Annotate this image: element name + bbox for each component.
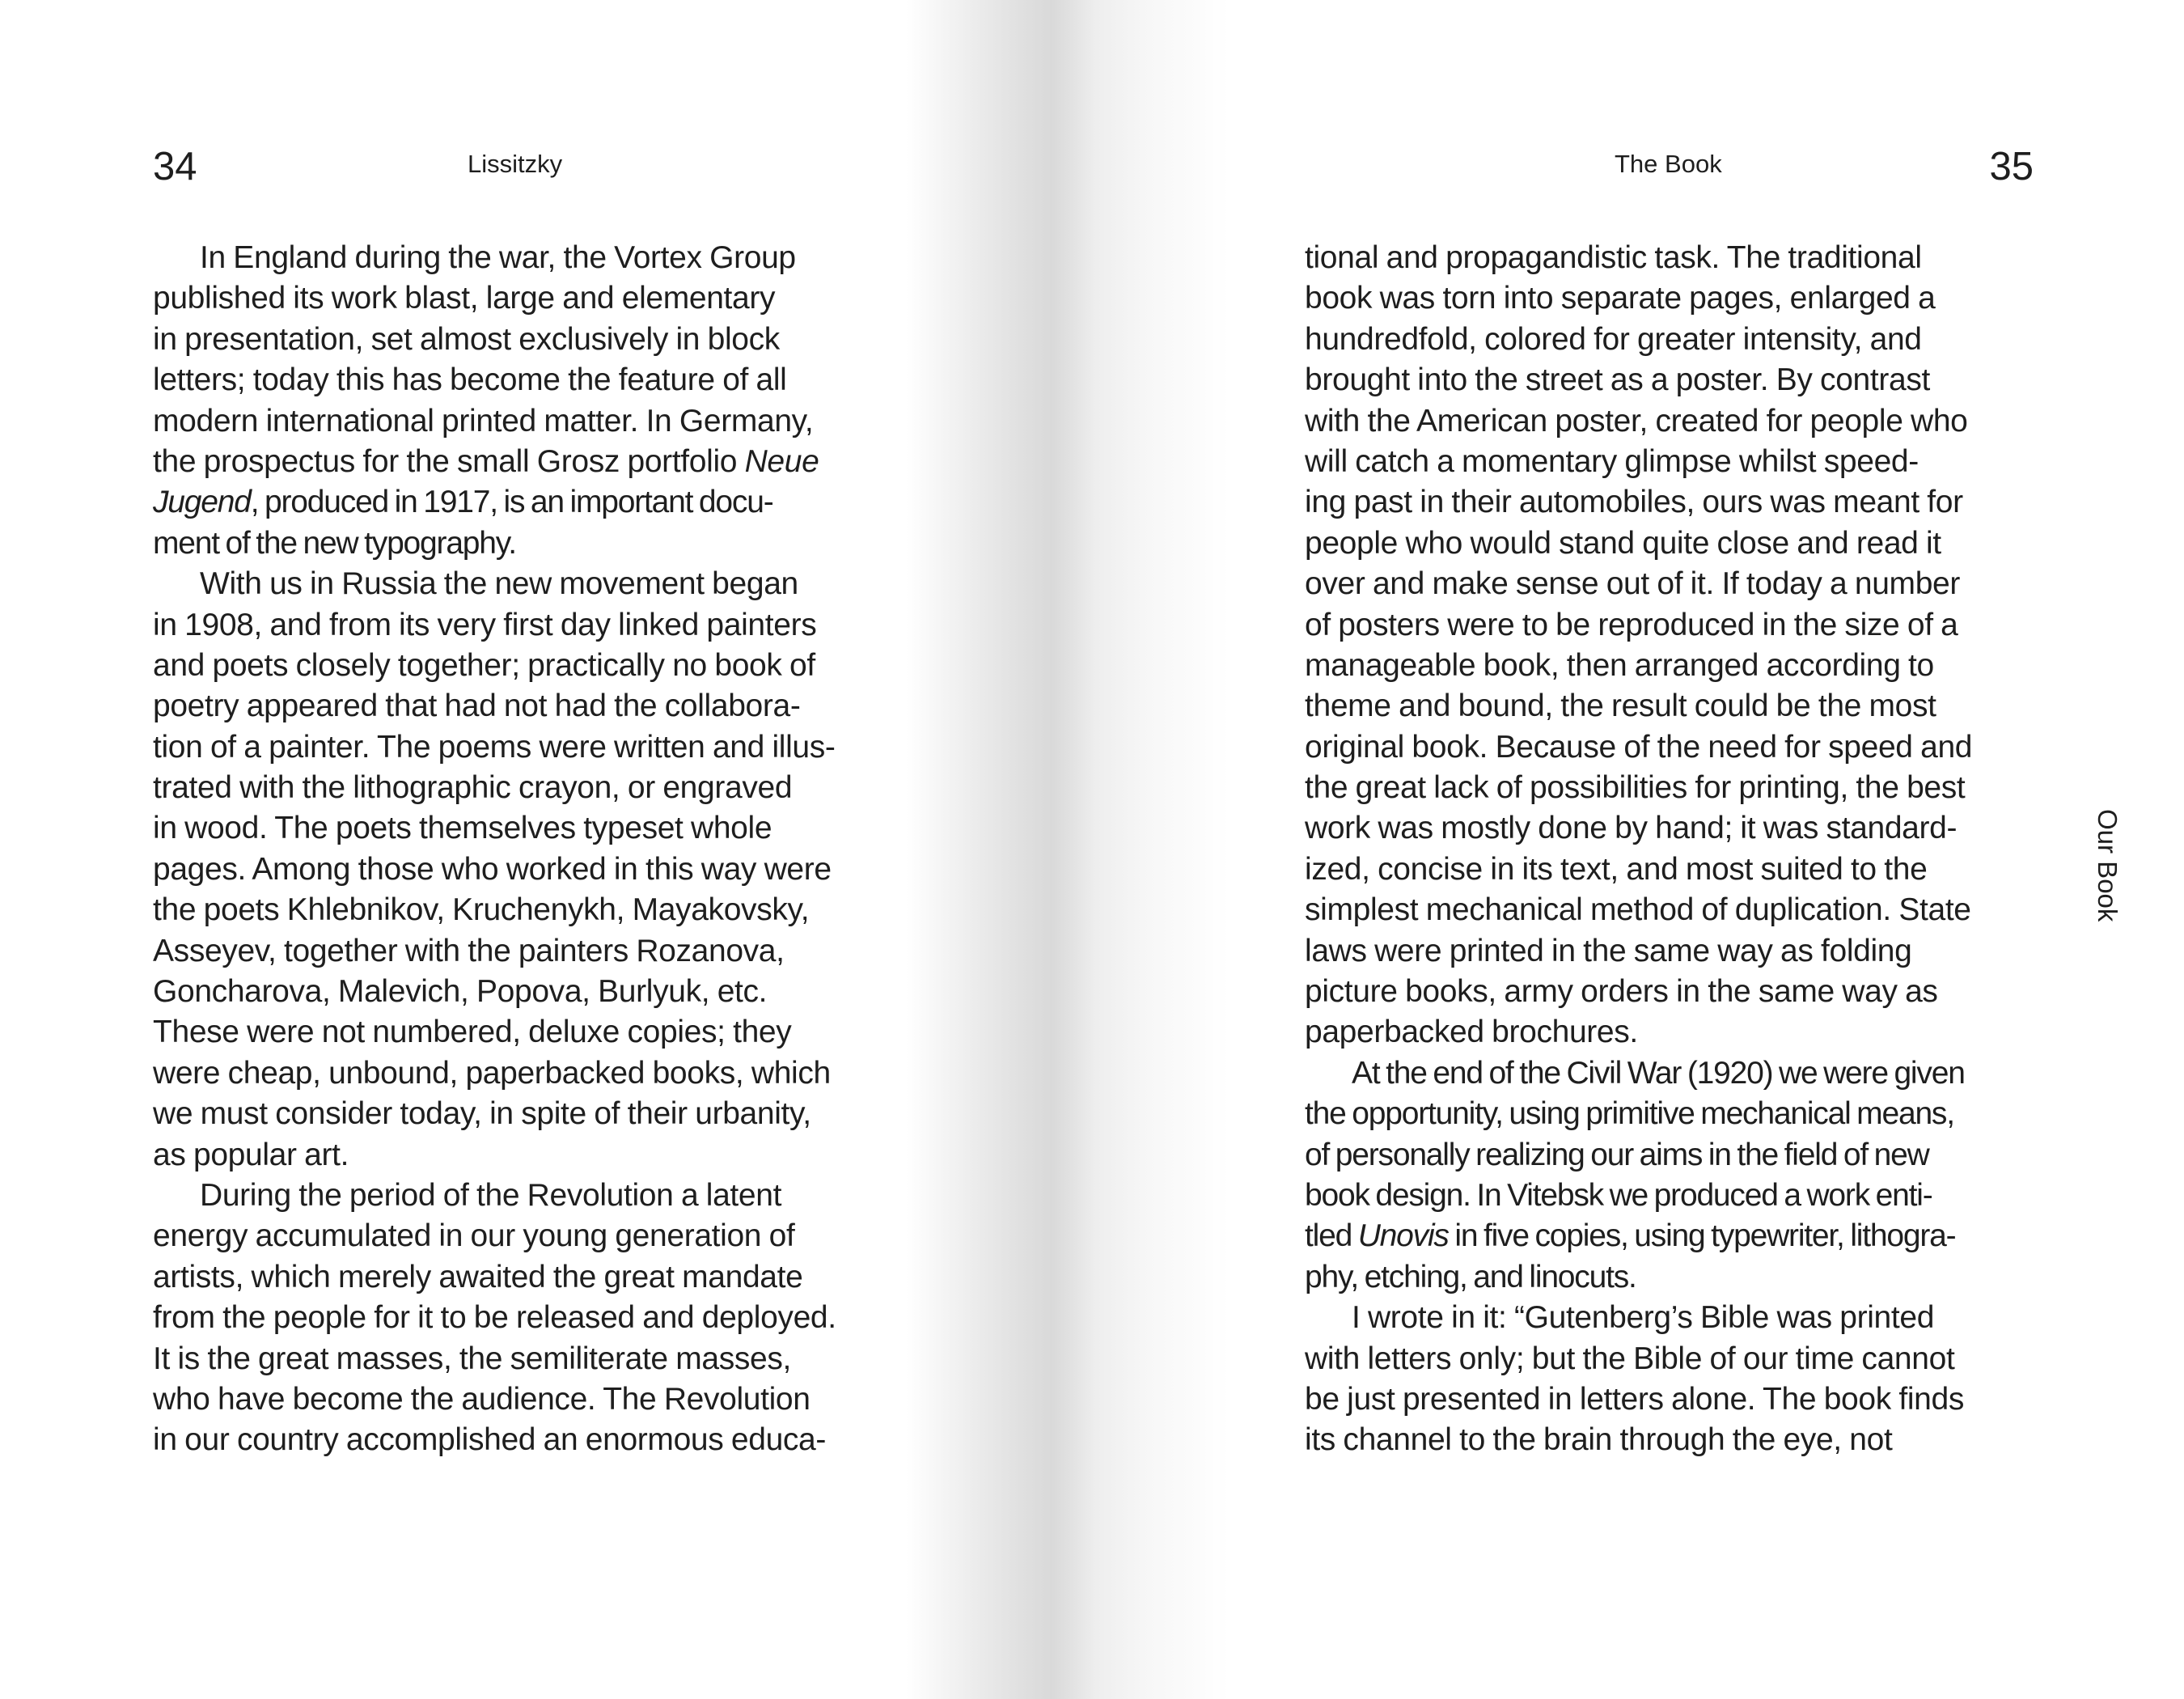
text-line: of posters were to be reproduced in the size of a bbox=[1305, 607, 1958, 642]
text-line: These were not numbered, deluxe copies; they bbox=[153, 1015, 792, 1050]
text-line: ment of the new typography. bbox=[153, 525, 516, 561]
text-line: the great lack of possibilities for printing, the best bbox=[1305, 770, 1966, 806]
text-line: from the people for it to be released and deployed. bbox=[153, 1300, 836, 1336]
right-running-head: The Book bbox=[1615, 150, 1722, 178]
text-line: At the end of the Civil War (1920) we were given bbox=[1352, 1055, 1965, 1091]
italic-title: Neue bbox=[744, 443, 819, 479]
left-running-head: Lissitzky bbox=[468, 150, 563, 178]
italic-title: Unovis bbox=[1357, 1218, 1449, 1254]
text-line: ized, concise in its text, and most suited to the bbox=[1305, 851, 1928, 887]
text-line: picture books, army orders in the same way as bbox=[1305, 974, 1938, 1010]
left-page-number: 34 bbox=[153, 145, 197, 189]
italic-title: Jugend bbox=[153, 485, 251, 520]
text-line bbox=[153, 482, 913, 523]
text-line: work was mostly done by hand; it was standard- bbox=[1305, 811, 1958, 846]
text-line: brought into the street as a poster. By contrast bbox=[1305, 362, 1930, 398]
text-line: in 1908, and from its very first day linked painters bbox=[153, 607, 817, 642]
text-line: letters; today this has become the feature of all bbox=[153, 362, 787, 398]
text-line: in our country accomplished an enormous educa- bbox=[153, 1422, 827, 1458]
text-line: were cheap, unbound, paperbacked books, which bbox=[153, 1055, 831, 1091]
text-line: Asseyev, together with the painters Rozanova, bbox=[153, 933, 785, 968]
text-line: with the American poster, created for people who bbox=[1305, 403, 1968, 439]
text-line: Goncharova, Malevich, Popova, Burlyuk, etc. bbox=[153, 974, 768, 1010]
text-line: modern international printed matter. In Germany, bbox=[153, 403, 814, 439]
text-line: I wrote in it: “Gutenberg’s Bible was printed bbox=[1352, 1300, 1935, 1336]
text-line: as popular art. bbox=[153, 1137, 349, 1172]
text-line: It is the great masses, the semiliterate masses, bbox=[153, 1341, 792, 1376]
text-line: trated with the lithographic crayon, or engraved bbox=[153, 770, 793, 806]
text-line: in presentation, set almost exclusively in block bbox=[153, 321, 780, 357]
right-page-number: 35 bbox=[1989, 145, 2034, 189]
text-line bbox=[153, 442, 913, 482]
text-line: With us in Russia the new movement began bbox=[200, 566, 798, 602]
text-line: phy, etching, and linocuts. bbox=[1305, 1259, 1636, 1294]
text-line: the poets Khlebnikov, Kruchenykh, Mayakovsky, bbox=[153, 892, 810, 928]
text-run: the prospectus for the small Grosz portfolio bbox=[153, 443, 745, 479]
text-line: over and make sense out of it. If today a number bbox=[1305, 566, 1961, 602]
text-run: tled bbox=[1305, 1218, 1358, 1254]
text-line: paperbacked brochures. bbox=[1305, 1015, 1638, 1050]
text-line: tional and propagandistic task. The traditional bbox=[1305, 240, 1922, 275]
text-line: In England during the war, the Vortex Group bbox=[200, 240, 796, 275]
text-line: in wood. The poets themselves typeset whole bbox=[153, 811, 772, 846]
text-line: pages. Among those who worked in this way were bbox=[153, 851, 832, 887]
text-line: tion of a painter. The poems were written and illus- bbox=[153, 729, 836, 765]
right-page-text bbox=[1305, 238, 2065, 1461]
text-line: with letters only; but the Bible of our time cannot bbox=[1305, 1341, 1955, 1376]
text-line: the opportunity, using primitive mechanical means, bbox=[1305, 1096, 1954, 1132]
text-run: , produced in 1917, is an important docu- bbox=[250, 485, 773, 520]
text-line: book design. In Vitebsk we produced a work enti- bbox=[1305, 1177, 1932, 1213]
text-run: in five copies, using typewriter, lithogra- bbox=[1448, 1218, 1956, 1254]
text-line: energy accumulated in our young generation of bbox=[153, 1218, 795, 1254]
text-line: published its work blast, large and elementary bbox=[153, 281, 776, 316]
text-line: we must consider today, in spite of their urbanity, bbox=[153, 1096, 811, 1132]
text-line: poetry appeared that had not had the collabora- bbox=[153, 688, 801, 724]
text-line: laws were printed in the same way as folding bbox=[1305, 933, 1912, 968]
text-line: manageable book, then arranged according to bbox=[1305, 647, 1934, 683]
left-page-text bbox=[153, 238, 913, 1461]
text-line: and poets closely together; practically no book of bbox=[153, 647, 815, 683]
text-line: artists, which merely awaited the great mandate bbox=[153, 1259, 803, 1294]
text-line: During the period of the Revolution a latent bbox=[200, 1177, 782, 1213]
text-line bbox=[1305, 1216, 2065, 1256]
text-line: book was torn into separate pages, enlarged a bbox=[1305, 281, 1936, 316]
text-line: simplest mechanical method of duplication. State bbox=[1305, 892, 1971, 928]
text-line: its channel to the brain through the eye, not bbox=[1305, 1422, 1893, 1458]
section-side-tab: Our Book bbox=[2093, 809, 2123, 922]
text-line: will catch a momentary glimpse whilst speed- bbox=[1305, 443, 1919, 479]
text-line: who have become the audience. The Revolution bbox=[153, 1381, 811, 1417]
text-line: ing past in their automobiles, ours was meant for bbox=[1305, 485, 1963, 520]
text-line: people who would stand quite close and read it bbox=[1305, 525, 1941, 561]
text-line: theme and bound, the result could be the most bbox=[1305, 688, 1936, 724]
text-line: be just presented in letters alone. The book finds bbox=[1305, 1381, 1964, 1417]
text-line: hundredfold, colored for greater intensity, and bbox=[1305, 321, 1922, 357]
text-line: of personally realizing our aims in the field of new bbox=[1305, 1137, 1929, 1172]
text-line: original book. Because of the need for speed and bbox=[1305, 729, 1973, 765]
